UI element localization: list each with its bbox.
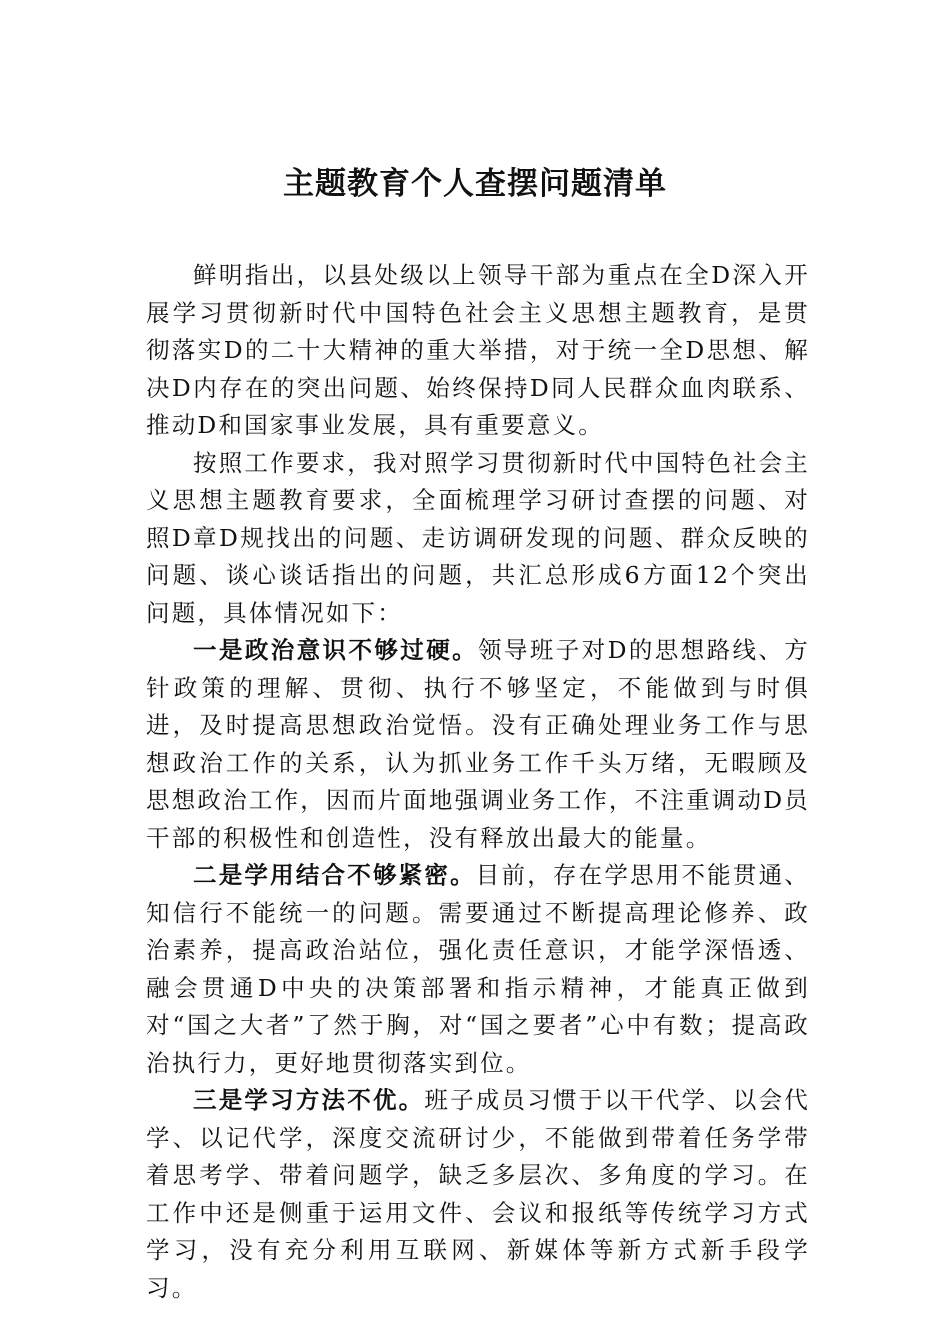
document-body (146, 257, 810, 1307)
issue-heading: 二是学用结合不够紧密。 (193, 861, 476, 889)
paragraph-text: 按照工作要求，我对照学习贯彻新时代中国特色社会主义思想主题教育要求，全面梳理学习研讨查摆的问题、对照D章D规找出的问题、走访调研发现的问题、群众反映的问题、谈心谈话指出的问题，共汇总形成6方面12个突出问题，具体情况如下： (146, 448, 810, 627)
paragraph-issue-1 (146, 632, 810, 857)
paragraph-text: 领导班子对D的思想路线、方针政策的理解、贯彻、执行不够坚定，不能做到与时俱进，及时提高思想政治觉悟。没有正确处理业务工作与思想政治工作的关系，认为抓业务工作千头万绪，无暇顾及思想政治工作，因而片面地强调业务工作，不注重调动D员干部的积极性和创造性，没有释放出最大的能量。 (146, 636, 810, 852)
issue-heading: 一是政治意识不够过硬。 (193, 636, 479, 664)
paragraph-issue-2 (146, 857, 810, 1082)
document-title: 主题教育个人查摆问题清单 (283, 166, 667, 202)
paragraph-intro (146, 257, 810, 445)
paragraph-text: 班子成员习惯于以干代学、以会代学、以记代学，深度交流研讨少，不能做到带着任务学带着思考学、带着问题学，缺乏多层次、多角度的学习。在工作中还是侧重于运用文件、会议和报纸等传统学习方式学习，没有充分利用互联网、新媒体等新方式新手段学习。 (146, 1086, 810, 1302)
issue-heading: 三是学习方法不优。 (193, 1086, 425, 1114)
paragraph-summary (146, 445, 810, 633)
paragraph-text: 鲜明指出，以县处级以上领导干部为重点在全D深入开展学习贯彻新时代中国特色社会主义思想主题教育，是贯彻落实D的二十大精神的重大举措，对于统一全D思想、解决D内存在的突出问题、始终保持D同人民群众血肉联系、推动D和国家事业发展，具有重要意义。 (146, 261, 810, 439)
paragraph-issue-3 (146, 1082, 810, 1307)
paragraph-text: 目前，存在学思用不能贯通、知信行不能统一的问题。需要通过不断提高理论修养、政治素养，提高政治站位，强化责任意识，才能学深悟透、融会贯通D中央的决策部署和指示精神，才能真正做到对“国之大者”了然于胸，对“国之要者”心中有数；提高政治执行力，更好地贯彻落实到位。 (146, 861, 810, 1077)
